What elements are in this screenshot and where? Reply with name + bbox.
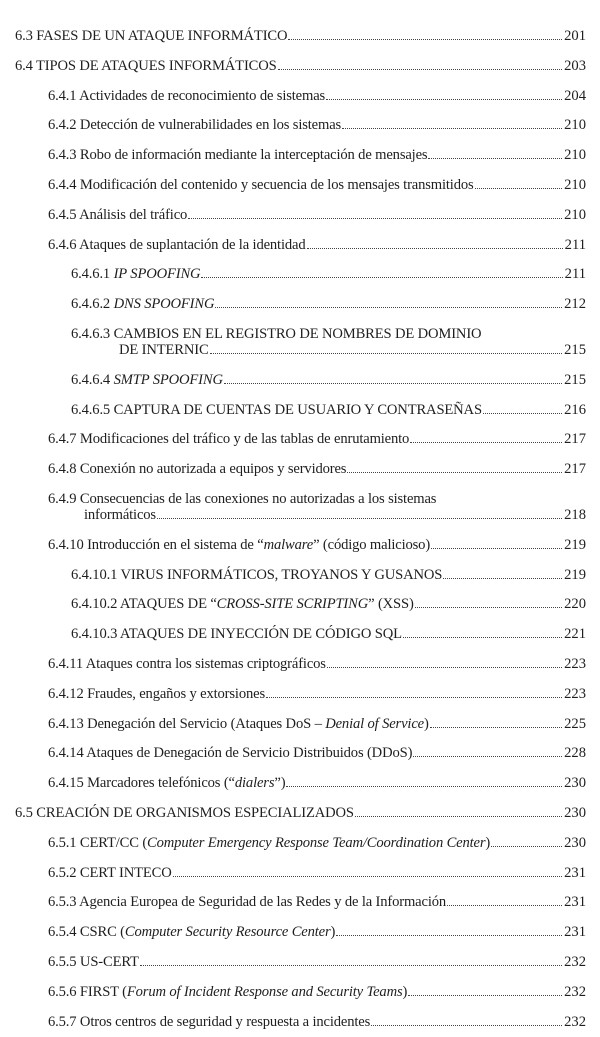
title-italic-segment: SMTP SPOOFING [114,372,223,388]
page-number: 210 [564,117,586,134]
title-segment: ) [424,716,429,732]
page-number: 218 [564,507,586,524]
title-segment: 6.5.4 CSRC ( [48,924,125,940]
toc-entry-title [48,894,446,911]
title-italic-segment: dialers [235,775,275,791]
title-italic-segment: Computer Emergency Response Team/Coordination Center [147,835,485,851]
page-number: 220 [564,596,586,613]
toc-entry[interactable] [0,948,600,978]
title-segment: 6.4.6.4 [71,372,114,388]
toc-entry-title [48,431,409,448]
toc-entry-title [48,954,139,971]
dot-leader [173,876,563,877]
title-segment: 6.4.5 Análisis del tráfico [48,207,187,223]
title-segment: 6.4.11 Ataques contra los sistemas criptográficos [48,656,326,672]
dot-leader [266,697,562,698]
dot-leader [447,905,562,906]
toc-entry[interactable] [0,231,600,261]
title-italic-segment: Computer Security Resource Center [125,924,331,940]
toc-entry-title [71,567,442,584]
page-number: 204 [564,88,586,105]
dot-leader [307,248,563,249]
toc-entry[interactable] [0,141,600,171]
dot-leader [224,383,562,384]
toc-entry[interactable] [0,260,600,290]
toc-entry-title [48,88,325,105]
page-number: 230 [564,775,586,792]
dot-leader [371,1025,562,1026]
toc-entry-title [15,28,287,45]
dot-leader [326,99,562,100]
dot-leader [430,727,562,728]
title-italic-segment: IP SPOOFING [114,266,201,282]
title-segment: 6.3 FASES DE UN ATAQUE INFORMÁTICO [15,28,287,44]
toc-entry[interactable] [0,769,600,799]
toc-entry[interactable] [0,485,600,531]
page-number: 217 [564,461,586,478]
toc-entry-title [48,207,187,224]
toc-entry-title [48,177,474,194]
dot-leader [443,578,562,579]
toc-entry-title [71,626,402,643]
page-number: 217 [564,431,586,448]
title-segment: ) [485,835,490,851]
page-number: 219 [564,567,586,584]
toc-entry[interactable] [0,425,600,455]
page-number: 232 [564,984,586,1001]
toc-entry-title-line: 6.4.6.3 CAMBIOS EN EL REGISTRO DE NOMBRES DE DOMINIO [71,326,481,343]
page-number: 215 [564,342,586,359]
toc-entry-title [71,596,414,613]
page-number: 216 [564,402,586,419]
dot-leader [413,756,562,757]
title-segment: 6.5.6 FIRST ( [48,984,127,1000]
page-number: 230 [564,835,586,852]
toc-entry[interactable] [0,201,600,231]
title-segment: 6.4.6.5 CAPTURA DE CUENTAS DE USUARIO Y CONTRASEÑAS [71,402,482,418]
toc-entry-title [48,461,346,478]
toc-entry-title [48,686,265,703]
title-segment: 6.4.10.1 VIRUS INFORMÁTICOS, TROYANOS Y GUSANOS [71,567,442,583]
toc-entry-title-line: 6.4.9 Consecuencias de las conexiones no autorizadas a los sistemas [48,491,436,508]
toc-entry[interactable] [0,680,600,710]
title-italic-segment: Denial of Service [325,716,424,732]
page-number: 232 [564,1014,586,1031]
toc-entry[interactable] [0,320,600,366]
toc-entry[interactable] [0,978,600,1008]
title-segment: 6.4.14 Ataques de Denegación de Servicio Distribuidos (DDoS) [48,745,412,761]
dot-leader [403,637,562,638]
title-segment: 6.4.10.2 ATAQUES DE “ [71,596,217,612]
toc-entry[interactable] [0,888,600,918]
toc-entry-title [48,1014,370,1031]
title-segment: 6.5.3 Agencia Europea de Seguridad de las Redes y de la Información [48,894,446,910]
title-segment: 6.5.1 CERT/CC ( [48,835,147,851]
page-number: 231 [564,865,586,882]
toc-entry-title [84,507,156,524]
title-segment: 6.4.2 Detección de vulnerabilidades en los sistemas [48,117,341,133]
page-number: 210 [564,207,586,224]
dot-leader [415,607,562,608]
toc-entry[interactable] [0,650,600,680]
toc-entry[interactable] [0,455,600,485]
table-of-contents [0,22,600,1037]
toc-entry-title [71,372,223,389]
dot-leader [336,935,562,936]
page-number: 219 [564,537,586,554]
toc-entry-title [48,924,335,941]
page-number: 215 [564,372,586,389]
dot-leader [140,965,562,966]
dot-leader [157,518,562,519]
dot-leader [428,158,562,159]
dot-leader [342,128,562,129]
page-number: 228 [564,745,586,762]
toc-entry[interactable] [0,1008,600,1037]
page-number: 223 [564,686,586,703]
toc-entry-title [48,237,306,254]
title-italic-segment: DNS SPOOFING [114,296,215,312]
toc-entry[interactable] [0,739,600,769]
toc-entry[interactable] [0,22,600,52]
title-segment: 6.4.15 Marcadores telefónicos (“ [48,775,235,791]
toc-entry[interactable] [0,82,600,112]
toc-entry[interactable] [0,111,600,141]
toc-entry-title [119,342,209,359]
dot-leader [288,39,562,40]
title-segment: 6.4.1 Actividades de reconocimiento de sistemas [48,88,325,104]
title-segment: ) [331,924,336,940]
title-segment: 6.4.6 Ataques de suplantación de la identidad [48,237,306,253]
page-number: 203 [564,58,586,75]
title-segment: DE INTERNIC [119,342,209,358]
toc-entry[interactable] [0,918,600,948]
page-number: 230 [564,805,586,822]
toc-entry-title [48,835,490,852]
dot-leader [215,307,562,308]
page-number: 210 [564,147,586,164]
dot-leader [475,188,563,189]
page-number: 225 [564,716,586,733]
page-number: 221 [564,626,586,643]
title-segment: 6.4.12 Fraudes, engaños y extorsiones [48,686,265,702]
title-italic-segment: malware [264,537,314,553]
toc-entry-title [48,716,429,733]
toc-entry-title [48,117,341,134]
page-number: 201 [564,28,586,45]
page-number: 232 [564,954,586,971]
title-segment: 6.4.13 Denegación del Servicio (Ataques DoS – [48,716,325,732]
page-number: 211 [565,237,586,254]
title-segment: 6.4.6.1 [71,266,114,282]
toc-entry[interactable] [0,396,600,426]
dot-leader [408,995,562,996]
dot-leader [355,816,562,817]
title-segment: 6.4.10.3 ATAQUES DE INYECCIÓN DE CÓDIGO SQL [71,626,402,642]
toc-entry[interactable] [0,290,600,320]
dot-leader [286,786,562,787]
dot-leader [483,413,562,414]
toc-entry[interactable] [0,590,600,620]
toc-entry-title [48,865,172,882]
dot-leader [188,218,562,219]
title-segment: 6.4.6.2 [71,296,114,312]
toc-entry-title [15,58,277,75]
toc-entry-title [48,984,407,1001]
toc-entry[interactable] [0,859,600,889]
dot-leader [347,472,562,473]
title-segment: ) [403,984,408,1000]
title-segment: ” (XSS) [368,596,414,612]
page-number: 231 [564,894,586,911]
toc-entry-title [71,402,482,419]
title-segment: 6.4 TIPOS DE ATAQUES INFORMÁTICOS [15,58,277,74]
title-segment: 6.4.3 Robo de información mediante la interceptación de mensajes [48,147,427,163]
toc-entry-title [71,266,200,283]
page-number: 212 [564,296,586,313]
title-segment: 6.5.5 US-CERT [48,954,139,970]
title-segment: 6.5.7 Otros centros de seguridad y respuesta a incidentes [48,1014,370,1030]
page-number: 231 [564,924,586,941]
dot-leader [491,846,562,847]
dot-leader [327,667,562,668]
title-segment: informáticos [84,507,156,523]
dot-leader [278,69,563,70]
dot-leader [431,548,562,549]
toc-entry-title [48,537,430,554]
title-segment: 6.5.2 CERT INTECO [48,865,172,881]
title-segment: 6.5 CREACIÓN DE ORGANISMOS ESPECIALIZADOS [15,805,354,821]
title-segment: ” (código malicioso) [313,537,430,553]
toc-entry[interactable] [0,829,600,859]
toc-entry[interactable] [0,620,600,650]
toc-entry-title [48,775,285,792]
toc-entry[interactable] [0,710,600,740]
toc-entry-title [48,147,427,164]
title-segment: ”) [274,775,285,791]
toc-entry[interactable] [0,799,600,829]
toc-entry[interactable] [0,366,600,396]
dot-leader [201,277,562,278]
title-italic-segment: CROSS-SITE SCRIPTING [217,596,368,612]
title-segment: 6.4.8 Conexión no autorizada a equipos y servidores [48,461,346,477]
toc-entry-title [15,805,354,822]
toc-entry[interactable] [0,531,600,561]
toc-entry-title [71,296,214,313]
title-segment: 6.4.4 Modificación del contenido y secuencia de los mensajes transmitidos [48,177,474,193]
toc-entry[interactable] [0,52,600,82]
toc-entry-title [48,656,326,673]
title-segment: 6.4.10 Introducción en el sistema de “ [48,537,264,553]
dot-leader [410,442,562,443]
page-number: 211 [565,266,586,283]
toc-entry-title [48,745,412,762]
toc-entry[interactable] [0,561,600,591]
dot-leader [210,353,563,354]
title-italic-segment: Forum of Incident Response and Security Teams [127,984,403,1000]
title-segment: 6.4.7 Modificaciones del tráfico y de las tablas de enrutamiento [48,431,409,447]
toc-entry[interactable] [0,171,600,201]
page-number: 223 [564,656,586,673]
page-number: 210 [564,177,586,194]
